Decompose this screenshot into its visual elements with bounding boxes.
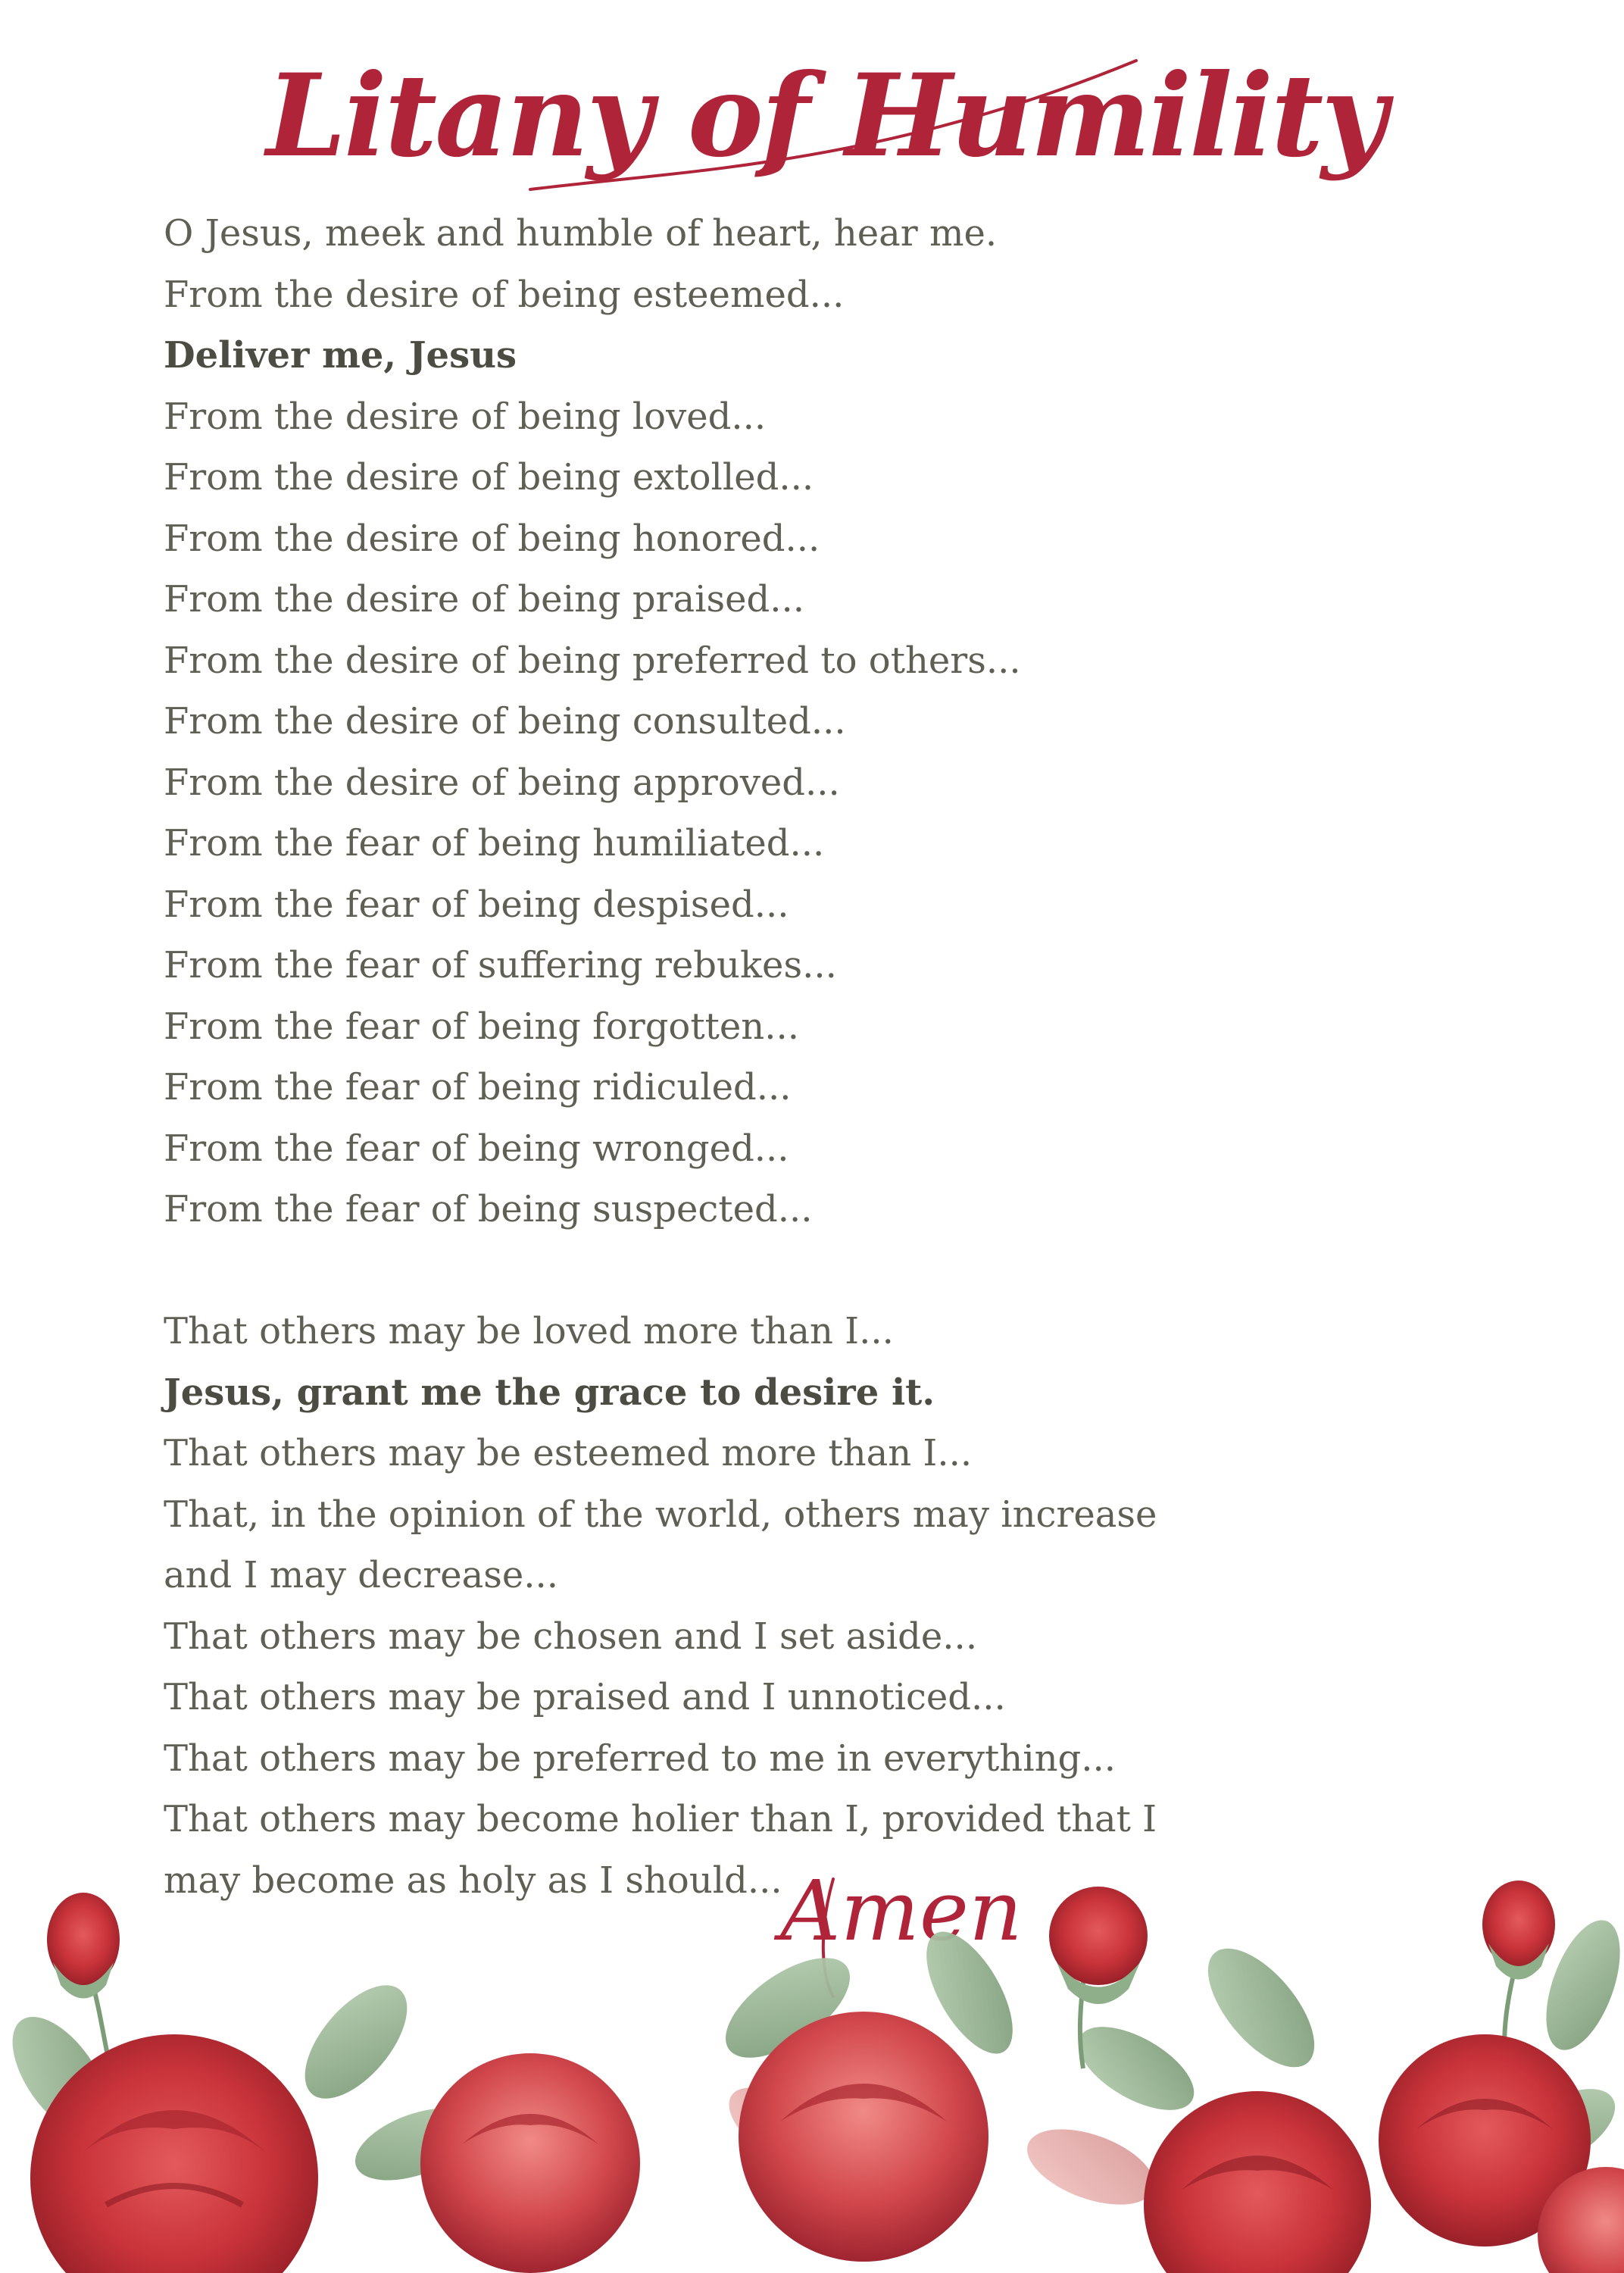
petition-line: From the desire of being extolled... (164, 456, 814, 499)
petition-line: From the desire of being consulted... (164, 700, 846, 743)
title-script (266, 15, 1385, 227)
petition-line: That others may be praised and I unnoticed... (164, 1676, 1006, 1718)
petition-line: and I may decrease... (164, 1554, 559, 1596)
petition-line: From the desire of being honored... (164, 517, 820, 560)
petition-line: From the desire of being preferred to others... (164, 639, 1021, 682)
petition-line: From the desire of being praised... (164, 578, 804, 621)
roses (30, 2012, 1624, 2273)
invocation-line: O Jesus, meek and humble of heart, hear me. (164, 212, 998, 255)
petition-line: That others may be esteemed more than I... (164, 1432, 973, 1474)
petition-line: That others may be loved more than I... (164, 1310, 894, 1352)
section-gap (164, 1240, 1224, 1302)
petition-line: That others may become holier than I, provided that I (164, 1798, 1157, 1840)
title-text: Litany of Humility (266, 49, 1385, 183)
litany-text (164, 203, 1224, 1911)
petition-line: That others may be preferred to me in everything... (164, 1737, 1116, 1780)
petition-line: may become as holy as I should... (164, 1859, 782, 1902)
response-grace: Jesus, grant me the grace to desire it. (164, 1371, 935, 1414)
petition-line: From the fear of being suspected... (164, 1188, 813, 1230)
response-deliver: Deliver me, Jesus (164, 334, 517, 377)
petition-line: From the desire of being approved... (164, 761, 840, 804)
petition-line: From the fear of being forgotten... (164, 1005, 799, 1048)
petition-line: From the desire of being loved... (164, 395, 767, 438)
amen-text: Amen (780, 1862, 1023, 1959)
petition-line: That others may be chosen and I set aside... (164, 1615, 978, 1658)
petition-line: From the fear of being despised... (164, 883, 789, 926)
petition-line: That, in the opinion of the world, others may increase (164, 1493, 1157, 1536)
rose-illustration-border (0, 1879, 1624, 2273)
petition-line: From the fear of suffering rebukes... (164, 944, 837, 986)
petition-line: From the fear of being wronged... (164, 1127, 789, 1170)
petition-line: From the fear of being ridiculed... (164, 1066, 792, 1108)
petition-line: From the desire of being esteemed... (164, 273, 845, 316)
petition-line: From the fear of being humiliated... (164, 822, 825, 864)
